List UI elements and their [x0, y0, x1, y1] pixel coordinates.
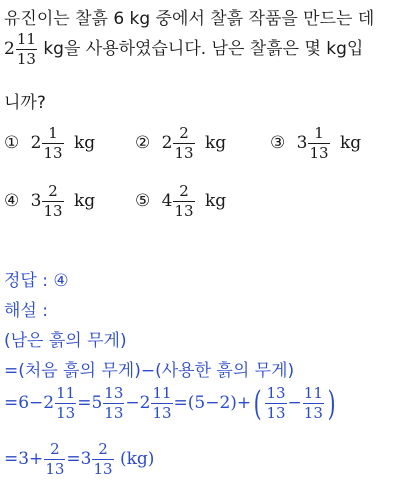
- option-1[interactable]: [4, 126, 95, 161]
- numerator: 13: [104, 384, 124, 402]
- numerator: 11: [56, 384, 76, 402]
- option-marker: ⑤: [135, 191, 151, 211]
- numerator: 2: [92, 442, 113, 460]
- option-whole: 2: [30, 133, 42, 153]
- problem-line-3: 니까?: [4, 93, 46, 113]
- numerator: 2: [173, 126, 194, 144]
- numerator: 2: [173, 184, 194, 202]
- numerator: 2: [42, 184, 63, 202]
- eq-part: =3+: [4, 449, 44, 469]
- answer-label: 정답 : ④: [4, 271, 69, 291]
- option-fraction: [173, 126, 194, 161]
- explanation-line-1: (남은 흙의 무게): [4, 331, 127, 351]
- eq-part: =6−2: [4, 393, 55, 413]
- option-unit: kg: [339, 133, 362, 153]
- option-fraction: [308, 126, 329, 161]
- option-marker: ②: [135, 133, 151, 153]
- denominator: 13: [309, 144, 329, 162]
- option-4[interactable]: [4, 184, 95, 219]
- denominator: 13: [45, 460, 65, 478]
- fraction: [303, 386, 324, 421]
- option-unit: kg: [204, 133, 227, 153]
- problem-line-2: [4, 32, 363, 67]
- option-fraction: [42, 184, 63, 219]
- numerator: 11: [16, 30, 36, 48]
- option-fraction: [173, 184, 194, 219]
- fraction: [265, 386, 286, 421]
- explanation-line-2: =(처음 흙의 무게)−(사용한 흙의 무게): [4, 361, 295, 381]
- denominator: 13: [174, 202, 194, 220]
- left-paren: (: [253, 383, 262, 424]
- option-whole: 2: [161, 133, 173, 153]
- fraction: [151, 386, 172, 421]
- explanation-label: 해설 :: [4, 301, 48, 321]
- problem-line-2-text: kg을 사용하였습니다. 남은 찰흙은 몇 kg입: [37, 39, 364, 59]
- option-unit: kg: [204, 191, 227, 211]
- eq-part: =3: [66, 449, 92, 469]
- denominator: 13: [56, 404, 76, 422]
- fraction: [92, 442, 113, 477]
- denominator: 13: [266, 404, 286, 422]
- denominator: 13: [93, 460, 113, 478]
- denominator: 13: [174, 144, 194, 162]
- denominator: 13: [16, 50, 36, 68]
- option-whole: 3: [30, 191, 42, 211]
- eq-part: =(5−2)+: [173, 393, 252, 413]
- fraction: [16, 32, 37, 67]
- numerator: 1: [308, 126, 329, 144]
- denominator: 13: [152, 404, 172, 422]
- fraction: [55, 386, 76, 421]
- numerator: 2: [44, 442, 65, 460]
- option-whole: 4: [161, 191, 173, 211]
- option-unit: kg: [73, 191, 96, 211]
- eq-part: −: [287, 393, 302, 413]
- option-3[interactable]: [270, 126, 361, 161]
- option-marker: ③: [270, 133, 286, 153]
- option-fraction: [42, 126, 63, 161]
- numerator: 13: [266, 384, 286, 402]
- option-unit: kg: [73, 133, 96, 153]
- problem-line-1: 유진이는 찰흙 6 kg 중에서 찰흙 작품을 만드는 데: [4, 9, 375, 29]
- numerator: 11: [152, 384, 172, 402]
- denominator: 13: [104, 404, 124, 422]
- option-marker: ④: [4, 191, 20, 211]
- denominator: 13: [43, 144, 63, 162]
- option-2[interactable]: [135, 126, 226, 161]
- option-whole: 3: [296, 133, 308, 153]
- eq-part: −2: [125, 393, 151, 413]
- fraction: [44, 442, 65, 477]
- denominator: 13: [303, 404, 323, 422]
- option-marker: ①: [4, 133, 20, 153]
- mixed-whole: 2: [4, 39, 15, 59]
- numerator: 11: [303, 384, 323, 402]
- eq-unit: (kg): [114, 449, 155, 469]
- option-5[interactable]: [135, 184, 226, 219]
- explanation-equation-2: [4, 442, 154, 477]
- explanation-equation-1: [4, 383, 338, 424]
- numerator: 1: [42, 126, 63, 144]
- eq-part: =5: [77, 393, 103, 413]
- denominator: 13: [43, 202, 63, 220]
- right-paren: ): [327, 383, 336, 424]
- fraction: [103, 386, 124, 421]
